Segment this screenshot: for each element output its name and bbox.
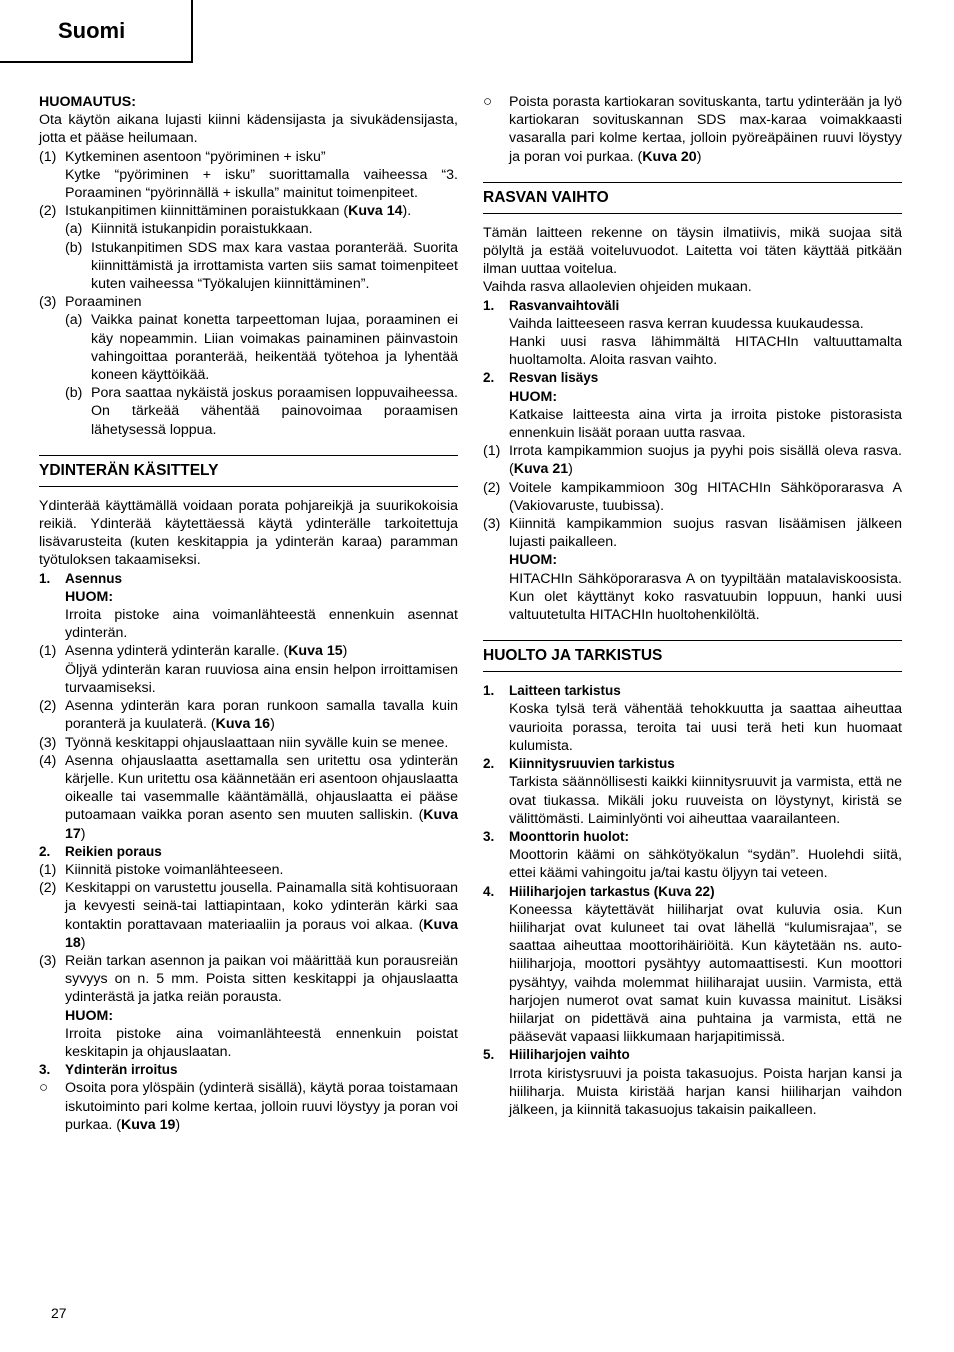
subsection-heading: 5. Hiiliharjojen vaihto [483, 1047, 630, 1063]
section-intro: Tämän laitteen rekenne on täysin ilmatiivis, mikä suojaa sitä pölyltä ja estää voiteluvuodot. Laitetta voi täten käyttää pitkään ilman uuttaa voitelua. [483, 224, 902, 278]
figure-ref: Kuva 16 [215, 716, 271, 733]
sub-item: (a) Kiinnitä istukanpidin poraistukkaan. [65, 221, 313, 238]
note-heading: HUOMAUTUS: [39, 94, 136, 110]
sub-item: (a) Vaikka painat konetta tarpeettoman lujaa, poraaminen ei käy nopeammin. Liian voimakas painaminen päinvastoin vahingoittaa poranterää, heikentää työtehoa ja lyhentää koneen käyttöikää. [65, 312, 458, 384]
note-heading: HUOM: [509, 388, 558, 405]
left-column [39, 93, 458, 1134]
note-text: Katkaise laitteesta aina virta ja irroita pistoke pistorasista ennenkuin lisäät poraan uutta rasvaa. [509, 406, 902, 442]
list-item: (3) Reiän tarkan asennon ja paikan voi määrittää kun porausreiän syvyys on n. 5 mm. Poista sitten keskitappi ja ohjauslaatta ydinterästä ja jatka reiän porausta. [39, 952, 458, 1006]
subsection-heading: 1. Rasvanvaihtoväli [483, 297, 620, 313]
figure-ref: Kuva 21 [513, 461, 569, 478]
note-text: HITACHIn Sähköporarasva A on tyypiltään matalaviskoosista. Kun olet käyttänyt koko rasvatuubin loppuun, hanki uusi valtuutetulta HITACHIn huoltohenkilöltä. [509, 570, 902, 624]
list-item: (1) Irrota kampikammion suojus ja pyyhi pois sisällä oleva rasva. (Kuva 21) [483, 443, 902, 478]
figure-ref: Kuva 17 [65, 807, 458, 842]
section-intro: Vaihda rasva allaolevien ohjeiden mukaan. [483, 279, 752, 296]
section-intro: Ydinterää käyttämällä voidaan porata pohjareikjä ja suurikokoisia reikiä. Ydinterää käytettäessä käytä ydinterälle tarkoitettuja lisävarusteita (kuten keskitappia ja ydinterän karaa) paramman työtuloksen takaamiseksi. [39, 497, 458, 569]
note-heading: HUOM: [65, 1007, 114, 1024]
subsection-heading: 1. Laitteen tarkistus [483, 683, 621, 699]
list-item: (4) Asenna ohjauslaatta asettamalla sen uritettu osa ydinterän kärjelle. Kun uritettu osa käännetään eri asentoon ohjauslaatta oikealle tai vasemmalle kääntämällä, ohjauslaatta ei pääse putoamaan vaikka poran asento sen muuten salliskin. (Kuva 17) [39, 752, 458, 842]
bullet-circle-icon: ○ [483, 93, 493, 110]
list-item: (1) Kytkeminen asentoon “pyöriminen + isku” [39, 148, 326, 165]
list-item: (1) Asenna ydinterä ydinterän karalle. (Kuva 15) [39, 643, 348, 660]
list-item: (3) Työnnä keskitappi ohjauslaattaan niin syvälle kuin se menee. [39, 734, 449, 751]
list-item: (2) Asenna ydinterän kara poran runkoon samalla tavalla kuin poranterä ja kuulaterä. (Kuva 16) [39, 698, 458, 733]
note-text: Irroita pistoke aina voimanlähteestä ennenkuin poistat keskitapin ja ohjauslaatan. [65, 1025, 458, 1060]
list-item-continuation: Öljyä ydinterän karan ruuviosa aina ensin helpon irroittamisen turvaamiseksi. [65, 661, 458, 696]
list-item: (1) Kiinnitä pistoke voimanlähteeseen. [39, 861, 284, 878]
subsection-heading: 2. Kiinnitysruuvien tarkistus [483, 756, 675, 772]
list-item: (3) Poraaminen [39, 294, 142, 311]
right-column: ○ Poista porasta kartiokaran sovituskanta, tartu ydinterään ja lyö kartiokaran sovituskannan SDS max-karaa voimakkaasti vasaralla pari kolme kertaa, jolloin pyöreäpäinen ruuvi löystyy ja poran voi purkaa. (Kuva 20) RASVAN VAIHTO Tämän laitteen rekenne on täysin ilmatiivis, mikä suojaa sitä pölyltä ja estää voiteluvuodot. Laitetta voi täten käyttää pitkään ilman uuttaa voitelua. Vaihda rasva allaolevien ohjeiden mukaan. 1. Rasvanvaihtoväli Vaihda laitteeseen rasva kerran kuudessa kuukaudessa. Hanki uusi rasva lähimmältä HITACHIn valtuuttamalta huoltamolta. Aloita rasvan vaihto. 2. Resvan lisäys HUOM: Katkaise laitteesta aina virta ja irroita pistoke pistorasista ennenkuin lisäät poraan uutta rasvaa. (1) Irrota kampikammion suojus ja pyyhi pois sisällä oleva rasva. (Kuva 21) (2) Voitele kampikammioon 30g HITACHIn Sähköporarasva A (Vakiovaruste, tuubissa). (3) Kiinnitä kampikammion suojus rasvan lisäämisen jälkeen lujasti paikalleen. HUOM: HITACHIn Sähköporarasva A on tyypiltään matalaviskoosista. Kun olet käyttänyt koko rasvatuubin loppuun, hanki uusi valtuutetulta HITACHIn huoltohenkilöltä. HUOLTO JA TARKISTUS 1. Laitteen tarkistus Koska tylsä terä vähentää tehokkuutta ja saattaa aiheuttaa vaurioita porassa, teroita tai uusi terä heti kun huomaat kulumista. 2. Kiinnitysruuvien tarkistus Tarkista säännöllisesti kaikki kiinnitysruuvit ja varmista, että ne ovat tiukassa. Mikäli joku ruuveista on löystynyt, kiristä se välittömästi. Laiminlyönti voi aiheuttaa vaarailanteen. 3. Moonttorin huolot: Moottorin käämi on sähkötyökalun “sydän”. Huolehdi siitä, ettei käämi vahingoitu ja/tai kastu öljyyn tai veteen. 4. Hiiliharjojen tarkastus (Kuva 22) Koneessa käytettävät hiiliharjat ovat kuluvia osia. Kun hiiliharjat ovat kuluneet tai ovat lähellä “kulumisrajaa”, se saattaa aiheuttaa moottorihäiriöitä. Kun käytetään ns. auto-hiiliharjoja, moottori pysähtyy automaattisesti. Kun moottori pysähtyy, vaihda molemmat hiiliharajat uusiin. Varmista, että harjojen numerot ovat samat kuin kuvassa mainitut. Lisäksi hiilarjat on pidettävä aina puhtaina ja varmista, että ne pääsevät vapaasi liikkumaan harjapitimissä. 5. Hiiliharjojen vaihto Irrota kiristysruuvi ja poista takasuojus. Poista harjan kansi ja hiiliharja. Muista kiristää harjan kansi hiiliharjan vaihdon jälkeen, ja kiinnitä takasuojus takaisin paikalleen. [483, 93, 902, 1118]
subsection-heading: 4. Hiiliharjojen tarkastus (Kuva 22) [483, 883, 715, 899]
list-item: (3) Kiinnitä kampikammion suojus rasvan lisäämisen jälkeen lujasti paikalleen. [483, 516, 902, 551]
list-item: (2) Istukanpitimen kiinnittäminen poraistukkaan (Kuva 14). [39, 203, 412, 220]
section-heading: YDINTERÄN KÄSITTELY [39, 455, 458, 487]
figure-ref: Kuva 15 [288, 643, 343, 660]
list-item-continuation: Kytke “pyöriminen + isku” suorittamalla vaiheessa “3. Poraaminen “pyörinnällä + iskulla” mainitut toimenpiteet. [65, 166, 458, 202]
bullet-circle-icon: ○ [39, 1079, 49, 1097]
section-heading: HUOLTO JA TARKISTUS [483, 640, 902, 672]
sub-item: (b) Istukanpitimen SDS max kara vastaa poranterää. Suorita kiinnittämistä ja irrottamista varten siis samat toimenpiteet kuten vaiheessa “Työkalujen kiinnittäminen”. [65, 239, 458, 293]
figure-ref: Kuva 14 [348, 203, 403, 220]
note-heading: HUOM: [65, 588, 114, 605]
list-item: (2) Voitele kampikammioon 30g HITACHIn Sähköporarasva A (Vakiovaruste, tuubissa). [483, 479, 902, 514]
language-tab [0, 0, 193, 63]
figure-ref: Kuva 18 [65, 916, 458, 951]
sub-item: (b) Pora saattaa nykäistä joskus poraamisen loppuvaiheessa. On tärkeää vähentää painovoimaa poraamisen lähetysessä loppua. [65, 385, 458, 438]
figure-ref: Kuva 19 [121, 1116, 176, 1133]
list-item: ○ Osoita pora ylöspäin (ydinterä sisällä), käytä poraa toistamaan iskutoiminto pari kolme kertaa, jolloin ruuvi löystyy ja poran voi purkaa. (Kuva 19) [39, 1079, 458, 1133]
subsection-heading: 2. Reikien poraus [39, 843, 162, 859]
page-number: 27 [51, 1305, 67, 1321]
subsection-heading: 3. Moonttorin huolot: [483, 828, 629, 844]
note-text: Irroita pistoke aina voimanlähteestä ennenkuin asennat ydinterän. [65, 607, 458, 642]
list-item: (2) Keskitappi on varustettu jousella. Painamalla sitä kohtisuoraan ja kevyesti seinä-tai lattiapintaan, koko ydinterän kärki saa kontaktin porattavaan materiaaliin ja poraus voi alkaa. (Kuva 18) [39, 880, 458, 951]
note-text: Ota käytön aikana lujasti kiinni kädensijasta ja sivukädensijasta, jotta et pääse heilumaan. [39, 112, 458, 147]
language-label: Suomi [58, 18, 126, 43]
note-heading: HUOM: [509, 552, 558, 569]
section-heading: RASVAN VAIHTO [483, 182, 902, 214]
subsection-heading: 3. Ydinterän irroitus [39, 1062, 178, 1078]
subsection-heading: 1. Asennus [39, 570, 123, 586]
subsection-heading: 2. Resvan lisäys [483, 370, 599, 386]
figure-ref: Kuva 20 [642, 148, 697, 165]
list-item: ○ Poista porasta kartiokaran sovituskanta, tartu ydinterään ja lyö kartiokaran sovituskannan SDS max-karaa voimakkaasti vasaralla pari kolme kertaa, jolloin pyöreäpäinen ruuvi löystyy ja poran voi purkaa. (Kuva 20) [483, 93, 902, 165]
